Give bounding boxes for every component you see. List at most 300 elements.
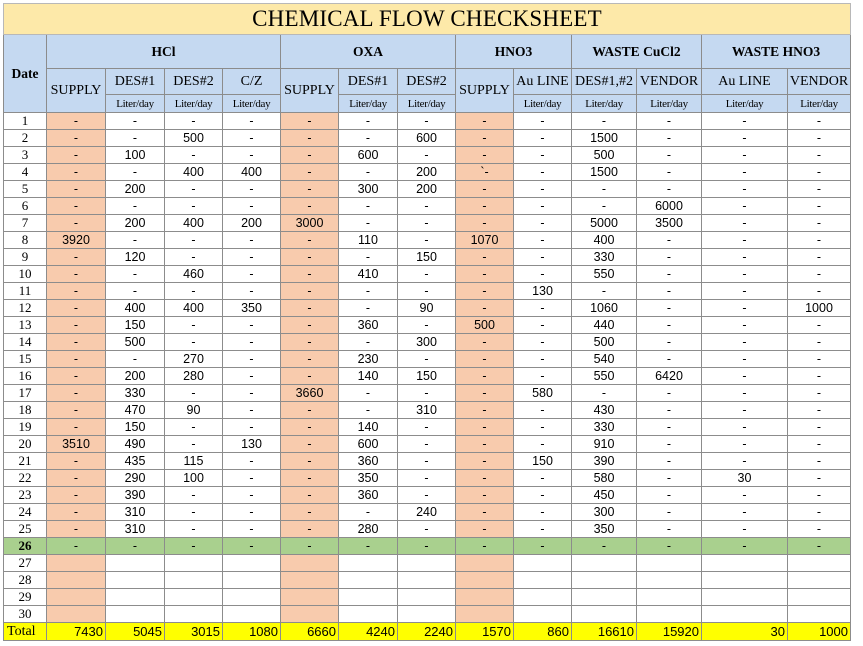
data-cell[interactable]: -: [223, 470, 281, 487]
data-cell[interactable]: 390: [106, 487, 165, 504]
data-cell[interactable]: 3510: [47, 436, 106, 453]
data-cell[interactable]: -: [47, 470, 106, 487]
data-cell[interactable]: -: [788, 521, 851, 538]
data-cell[interactable]: -: [281, 266, 339, 283]
data-cell[interactable]: 6000: [637, 198, 702, 215]
data-cell[interactable]: -: [788, 351, 851, 368]
data-cell[interactable]: -: [281, 402, 339, 419]
data-cell[interactable]: -: [456, 521, 514, 538]
data-cell[interactable]: 450: [572, 487, 637, 504]
data-cell[interactable]: -: [514, 402, 572, 419]
data-cell[interactable]: -: [223, 351, 281, 368]
data-cell[interactable]: [398, 555, 456, 572]
data-cell[interactable]: -: [456, 402, 514, 419]
data-cell[interactable]: -: [165, 232, 223, 249]
data-cell[interactable]: -: [788, 249, 851, 266]
data-cell[interactable]: 400: [165, 215, 223, 232]
data-cell[interactable]: [165, 589, 223, 606]
data-cell[interactable]: -: [637, 419, 702, 436]
data-cell[interactable]: -: [514, 334, 572, 351]
data-cell[interactable]: -: [456, 198, 514, 215]
data-cell[interactable]: 550: [572, 368, 637, 385]
data-cell[interactable]: 390: [572, 453, 637, 470]
data-cell[interactable]: -: [637, 470, 702, 487]
data-cell[interactable]: -: [514, 504, 572, 521]
data-cell[interactable]: -: [339, 300, 398, 317]
data-cell[interactable]: -: [456, 351, 514, 368]
data-cell[interactable]: -: [702, 181, 788, 198]
data-cell[interactable]: 200: [106, 368, 165, 385]
data-cell[interactable]: 300: [572, 504, 637, 521]
data-cell[interactable]: -: [788, 538, 851, 555]
data-cell[interactable]: [223, 572, 281, 589]
data-cell[interactable]: 5000: [572, 215, 637, 232]
data-cell[interactable]: 1500: [572, 130, 637, 147]
data-cell[interactable]: -: [788, 470, 851, 487]
data-cell[interactable]: [514, 606, 572, 623]
data-cell[interactable]: -: [281, 147, 339, 164]
data-cell[interactable]: -: [165, 283, 223, 300]
data-cell[interactable]: 400: [165, 300, 223, 317]
data-cell[interactable]: [47, 572, 106, 589]
data-cell[interactable]: -: [47, 317, 106, 334]
data-cell[interactable]: 110: [339, 232, 398, 249]
data-cell[interactable]: -: [788, 368, 851, 385]
data-cell[interactable]: -: [702, 385, 788, 402]
data-cell[interactable]: [572, 572, 637, 589]
data-cell[interactable]: -: [514, 113, 572, 130]
data-cell[interactable]: -: [398, 453, 456, 470]
data-cell[interactable]: -: [702, 164, 788, 181]
data-cell[interactable]: -: [514, 521, 572, 538]
data-cell[interactable]: -: [281, 453, 339, 470]
data-cell[interactable]: 350: [223, 300, 281, 317]
data-cell[interactable]: [106, 572, 165, 589]
data-cell[interactable]: -: [47, 368, 106, 385]
data-cell[interactable]: -: [456, 215, 514, 232]
data-cell[interactable]: -: [223, 249, 281, 266]
data-cell[interactable]: -: [47, 385, 106, 402]
data-cell[interactable]: [788, 572, 851, 589]
data-cell[interactable]: -: [223, 130, 281, 147]
data-cell[interactable]: [47, 589, 106, 606]
data-cell[interactable]: -: [788, 283, 851, 300]
data-cell[interactable]: 230: [339, 351, 398, 368]
data-cell[interactable]: -: [47, 130, 106, 147]
data-cell[interactable]: [788, 606, 851, 623]
data-cell[interactable]: -: [223, 113, 281, 130]
data-cell[interactable]: -: [223, 317, 281, 334]
data-cell[interactable]: 150: [106, 419, 165, 436]
data-cell[interactable]: [572, 589, 637, 606]
data-cell[interactable]: [281, 572, 339, 589]
data-cell[interactable]: -: [281, 334, 339, 351]
data-cell[interactable]: -: [788, 181, 851, 198]
data-cell[interactable]: -: [165, 538, 223, 555]
data-cell[interactable]: -: [398, 521, 456, 538]
data-cell[interactable]: 600: [398, 130, 456, 147]
data-cell[interactable]: 580: [572, 470, 637, 487]
data-cell[interactable]: [339, 572, 398, 589]
data-cell[interactable]: -: [788, 198, 851, 215]
data-cell[interactable]: -: [702, 232, 788, 249]
data-cell[interactable]: -: [702, 334, 788, 351]
data-cell[interactable]: -: [223, 283, 281, 300]
data-cell[interactable]: 150: [514, 453, 572, 470]
data-cell[interactable]: -: [398, 215, 456, 232]
data-cell[interactable]: -: [281, 113, 339, 130]
data-cell[interactable]: 100: [106, 147, 165, 164]
data-cell[interactable]: [702, 572, 788, 589]
data-cell[interactable]: 300: [398, 334, 456, 351]
data-cell[interactable]: -: [702, 198, 788, 215]
data-cell[interactable]: -: [223, 181, 281, 198]
data-cell[interactable]: -: [339, 504, 398, 521]
data-cell[interactable]: -: [637, 487, 702, 504]
data-cell[interactable]: 310: [106, 521, 165, 538]
data-cell[interactable]: -: [398, 470, 456, 487]
data-cell[interactable]: [223, 589, 281, 606]
data-cell[interactable]: [456, 589, 514, 606]
data-cell[interactable]: -: [456, 419, 514, 436]
data-cell[interactable]: 360: [339, 453, 398, 470]
data-cell[interactable]: [398, 606, 456, 623]
data-cell[interactable]: -: [165, 521, 223, 538]
data-cell[interactable]: -: [223, 385, 281, 402]
data-cell[interactable]: -: [398, 232, 456, 249]
data-cell[interactable]: [637, 606, 702, 623]
data-cell[interactable]: -: [572, 198, 637, 215]
data-cell[interactable]: -: [223, 521, 281, 538]
data-cell[interactable]: -: [223, 334, 281, 351]
data-cell[interactable]: -: [47, 351, 106, 368]
data-cell[interactable]: -: [514, 470, 572, 487]
data-cell[interactable]: -: [456, 436, 514, 453]
data-cell[interactable]: -: [106, 198, 165, 215]
data-cell[interactable]: 350: [572, 521, 637, 538]
data-cell[interactable]: 3000: [281, 215, 339, 232]
data-cell[interactable]: 360: [339, 317, 398, 334]
data-cell[interactable]: 360: [339, 487, 398, 504]
data-cell[interactable]: [702, 555, 788, 572]
data-cell[interactable]: 1060: [572, 300, 637, 317]
data-cell[interactable]: [572, 606, 637, 623]
data-cell[interactable]: -: [339, 130, 398, 147]
data-cell[interactable]: -: [637, 283, 702, 300]
data-cell[interactable]: [47, 555, 106, 572]
data-cell[interactable]: -: [456, 147, 514, 164]
data-cell[interactable]: -: [223, 538, 281, 555]
data-cell[interactable]: -: [165, 385, 223, 402]
data-cell[interactable]: -: [788, 113, 851, 130]
data-cell[interactable]: 400: [165, 164, 223, 181]
data-cell[interactable]: 280: [339, 521, 398, 538]
data-cell[interactable]: -: [223, 504, 281, 521]
data-cell[interactable]: 1070: [456, 232, 514, 249]
data-cell[interactable]: 410: [339, 266, 398, 283]
data-cell[interactable]: -: [398, 317, 456, 334]
data-cell[interactable]: -: [788, 232, 851, 249]
data-cell[interactable]: 140: [339, 368, 398, 385]
data-cell[interactable]: -: [702, 487, 788, 504]
data-cell[interactable]: -: [514, 147, 572, 164]
data-cell[interactable]: -: [398, 113, 456, 130]
data-cell[interactable]: -: [702, 317, 788, 334]
data-cell[interactable]: -: [47, 453, 106, 470]
data-cell[interactable]: -: [106, 538, 165, 555]
data-cell[interactable]: -: [398, 351, 456, 368]
data-cell[interactable]: -: [637, 334, 702, 351]
data-cell[interactable]: -: [637, 181, 702, 198]
data-cell[interactable]: -: [572, 113, 637, 130]
data-cell[interactable]: 120: [106, 249, 165, 266]
data-cell[interactable]: -: [165, 198, 223, 215]
data-cell[interactable]: -: [456, 385, 514, 402]
data-cell[interactable]: [637, 589, 702, 606]
data-cell[interactable]: -: [223, 487, 281, 504]
data-cell[interactable]: -: [456, 538, 514, 555]
data-cell[interactable]: [514, 555, 572, 572]
data-cell[interactable]: -: [702, 538, 788, 555]
data-cell[interactable]: -: [281, 232, 339, 249]
data-cell[interactable]: 310: [398, 402, 456, 419]
data-cell[interactable]: [514, 589, 572, 606]
data-cell[interactable]: `-: [456, 164, 514, 181]
data-cell[interactable]: -: [514, 198, 572, 215]
data-cell[interactable]: -: [637, 317, 702, 334]
data-cell[interactable]: [398, 572, 456, 589]
data-cell[interactable]: 1000: [788, 300, 851, 317]
data-cell[interactable]: 150: [398, 249, 456, 266]
data-cell[interactable]: -: [47, 283, 106, 300]
data-cell[interactable]: -: [788, 385, 851, 402]
data-cell[interactable]: -: [47, 113, 106, 130]
data-cell[interactable]: 150: [398, 368, 456, 385]
data-cell[interactable]: [165, 555, 223, 572]
data-cell[interactable]: 600: [339, 147, 398, 164]
data-cell[interactable]: -: [223, 419, 281, 436]
data-cell[interactable]: 490: [106, 436, 165, 453]
data-cell[interactable]: -: [456, 453, 514, 470]
data-cell[interactable]: -: [165, 113, 223, 130]
data-cell[interactable]: -: [281, 470, 339, 487]
data-cell[interactable]: -: [339, 538, 398, 555]
data-cell[interactable]: -: [702, 283, 788, 300]
data-cell[interactable]: -: [514, 249, 572, 266]
data-cell[interactable]: 350: [339, 470, 398, 487]
data-cell[interactable]: 550: [572, 266, 637, 283]
data-cell[interactable]: -: [398, 266, 456, 283]
data-cell[interactable]: -: [637, 130, 702, 147]
data-cell[interactable]: [223, 606, 281, 623]
data-cell[interactable]: -: [702, 215, 788, 232]
data-cell[interactable]: 130: [514, 283, 572, 300]
data-cell[interactable]: 540: [572, 351, 637, 368]
data-cell[interactable]: -: [281, 419, 339, 436]
data-cell[interactable]: -: [788, 419, 851, 436]
data-cell[interactable]: -: [339, 164, 398, 181]
data-cell[interactable]: -: [47, 504, 106, 521]
data-cell[interactable]: 3920: [47, 232, 106, 249]
data-cell[interactable]: [281, 589, 339, 606]
data-cell[interactable]: -: [456, 470, 514, 487]
data-cell[interactable]: 200: [106, 215, 165, 232]
data-cell[interactable]: -: [514, 164, 572, 181]
data-cell[interactable]: -: [456, 181, 514, 198]
data-cell[interactable]: 3500: [637, 215, 702, 232]
data-cell[interactable]: -: [456, 130, 514, 147]
data-cell[interactable]: -: [281, 181, 339, 198]
data-cell[interactable]: -: [47, 538, 106, 555]
data-cell[interactable]: 440: [572, 317, 637, 334]
data-cell[interactable]: 500: [456, 317, 514, 334]
data-cell[interactable]: -: [281, 538, 339, 555]
data-cell[interactable]: -: [281, 368, 339, 385]
data-cell[interactable]: -: [637, 538, 702, 555]
data-cell[interactable]: 200: [223, 215, 281, 232]
data-cell[interactable]: -: [47, 300, 106, 317]
data-cell[interactable]: 100: [165, 470, 223, 487]
data-cell[interactable]: -: [281, 164, 339, 181]
data-cell[interactable]: -: [788, 504, 851, 521]
data-cell[interactable]: -: [702, 130, 788, 147]
data-cell[interactable]: -: [223, 402, 281, 419]
data-cell[interactable]: 115: [165, 453, 223, 470]
data-cell[interactable]: -: [106, 164, 165, 181]
data-cell[interactable]: [514, 572, 572, 589]
data-cell[interactable]: -: [106, 130, 165, 147]
data-cell[interactable]: -: [281, 283, 339, 300]
data-cell[interactable]: -: [281, 487, 339, 504]
data-cell[interactable]: [339, 555, 398, 572]
data-cell[interactable]: -: [165, 147, 223, 164]
data-cell[interactable]: [702, 589, 788, 606]
data-cell[interactable]: -: [514, 130, 572, 147]
data-cell[interactable]: [165, 572, 223, 589]
data-cell[interactable]: [106, 606, 165, 623]
data-cell[interactable]: -: [165, 317, 223, 334]
data-cell[interactable]: -: [702, 402, 788, 419]
data-cell[interactable]: -: [398, 198, 456, 215]
data-cell[interactable]: -: [398, 147, 456, 164]
data-cell[interactable]: 150: [106, 317, 165, 334]
data-cell[interactable]: -: [223, 198, 281, 215]
data-cell[interactable]: -: [223, 232, 281, 249]
data-cell[interactable]: -: [637, 249, 702, 266]
data-cell[interactable]: 400: [106, 300, 165, 317]
data-cell[interactable]: -: [514, 300, 572, 317]
data-cell[interactable]: -: [165, 249, 223, 266]
data-cell[interactable]: -: [637, 453, 702, 470]
data-cell[interactable]: -: [637, 147, 702, 164]
data-cell[interactable]: -: [637, 402, 702, 419]
data-cell[interactable]: -: [165, 419, 223, 436]
data-cell[interactable]: -: [788, 334, 851, 351]
data-cell[interactable]: -: [637, 266, 702, 283]
data-cell[interactable]: 200: [106, 181, 165, 198]
data-cell[interactable]: -: [223, 368, 281, 385]
data-cell[interactable]: 580: [514, 385, 572, 402]
data-cell[interactable]: -: [788, 266, 851, 283]
data-cell[interactable]: -: [47, 402, 106, 419]
data-cell[interactable]: -: [788, 402, 851, 419]
data-cell[interactable]: -: [514, 232, 572, 249]
data-cell[interactable]: -: [165, 181, 223, 198]
data-cell[interactable]: -: [456, 487, 514, 504]
data-cell[interactable]: 200: [398, 181, 456, 198]
data-cell[interactable]: -: [637, 504, 702, 521]
data-cell[interactable]: -: [398, 419, 456, 436]
data-cell[interactable]: -: [47, 147, 106, 164]
data-cell[interactable]: [339, 589, 398, 606]
data-cell[interactable]: -: [106, 283, 165, 300]
data-cell[interactable]: -: [223, 453, 281, 470]
data-cell[interactable]: -: [456, 283, 514, 300]
data-cell[interactable]: -: [788, 436, 851, 453]
data-cell[interactable]: 500: [572, 334, 637, 351]
data-cell[interactable]: -: [339, 215, 398, 232]
data-cell[interactable]: [339, 606, 398, 623]
data-cell[interactable]: 330: [572, 249, 637, 266]
data-cell[interactable]: -: [398, 385, 456, 402]
data-cell[interactable]: [456, 606, 514, 623]
data-cell[interactable]: [456, 572, 514, 589]
data-cell[interactable]: -: [47, 249, 106, 266]
data-cell[interactable]: -: [702, 419, 788, 436]
data-cell[interactable]: -: [281, 130, 339, 147]
data-cell[interactable]: -: [165, 504, 223, 521]
data-cell[interactable]: -: [788, 147, 851, 164]
data-cell[interactable]: 280: [165, 368, 223, 385]
data-cell[interactable]: -: [572, 181, 637, 198]
data-cell[interactable]: -: [223, 147, 281, 164]
data-cell[interactable]: -: [339, 198, 398, 215]
data-cell[interactable]: -: [702, 453, 788, 470]
data-cell[interactable]: [223, 555, 281, 572]
data-cell[interactable]: -: [702, 436, 788, 453]
data-cell[interactable]: [398, 589, 456, 606]
data-cell[interactable]: -: [165, 487, 223, 504]
data-cell[interactable]: [572, 555, 637, 572]
data-cell[interactable]: 200: [398, 164, 456, 181]
data-cell[interactable]: -: [702, 266, 788, 283]
data-cell[interactable]: -: [702, 249, 788, 266]
data-cell[interactable]: -: [281, 436, 339, 453]
data-cell[interactable]: -: [637, 436, 702, 453]
data-cell[interactable]: 140: [339, 419, 398, 436]
data-cell[interactable]: -: [106, 266, 165, 283]
data-cell[interactable]: -: [398, 538, 456, 555]
data-cell[interactable]: -: [637, 351, 702, 368]
data-cell[interactable]: -: [788, 130, 851, 147]
data-cell[interactable]: -: [514, 487, 572, 504]
data-cell[interactable]: -: [47, 521, 106, 538]
data-cell[interactable]: -: [637, 385, 702, 402]
data-cell[interactable]: -: [572, 538, 637, 555]
data-cell[interactable]: 30: [702, 470, 788, 487]
data-cell[interactable]: -: [281, 521, 339, 538]
data-cell[interactable]: -: [281, 351, 339, 368]
data-cell[interactable]: -: [514, 419, 572, 436]
data-cell[interactable]: [788, 555, 851, 572]
data-cell[interactable]: -: [788, 164, 851, 181]
data-cell[interactable]: -: [514, 317, 572, 334]
data-cell[interactable]: -: [788, 453, 851, 470]
data-cell[interactable]: 435: [106, 453, 165, 470]
data-cell[interactable]: 240: [398, 504, 456, 521]
data-cell[interactable]: -: [702, 521, 788, 538]
data-cell[interactable]: 400: [223, 164, 281, 181]
